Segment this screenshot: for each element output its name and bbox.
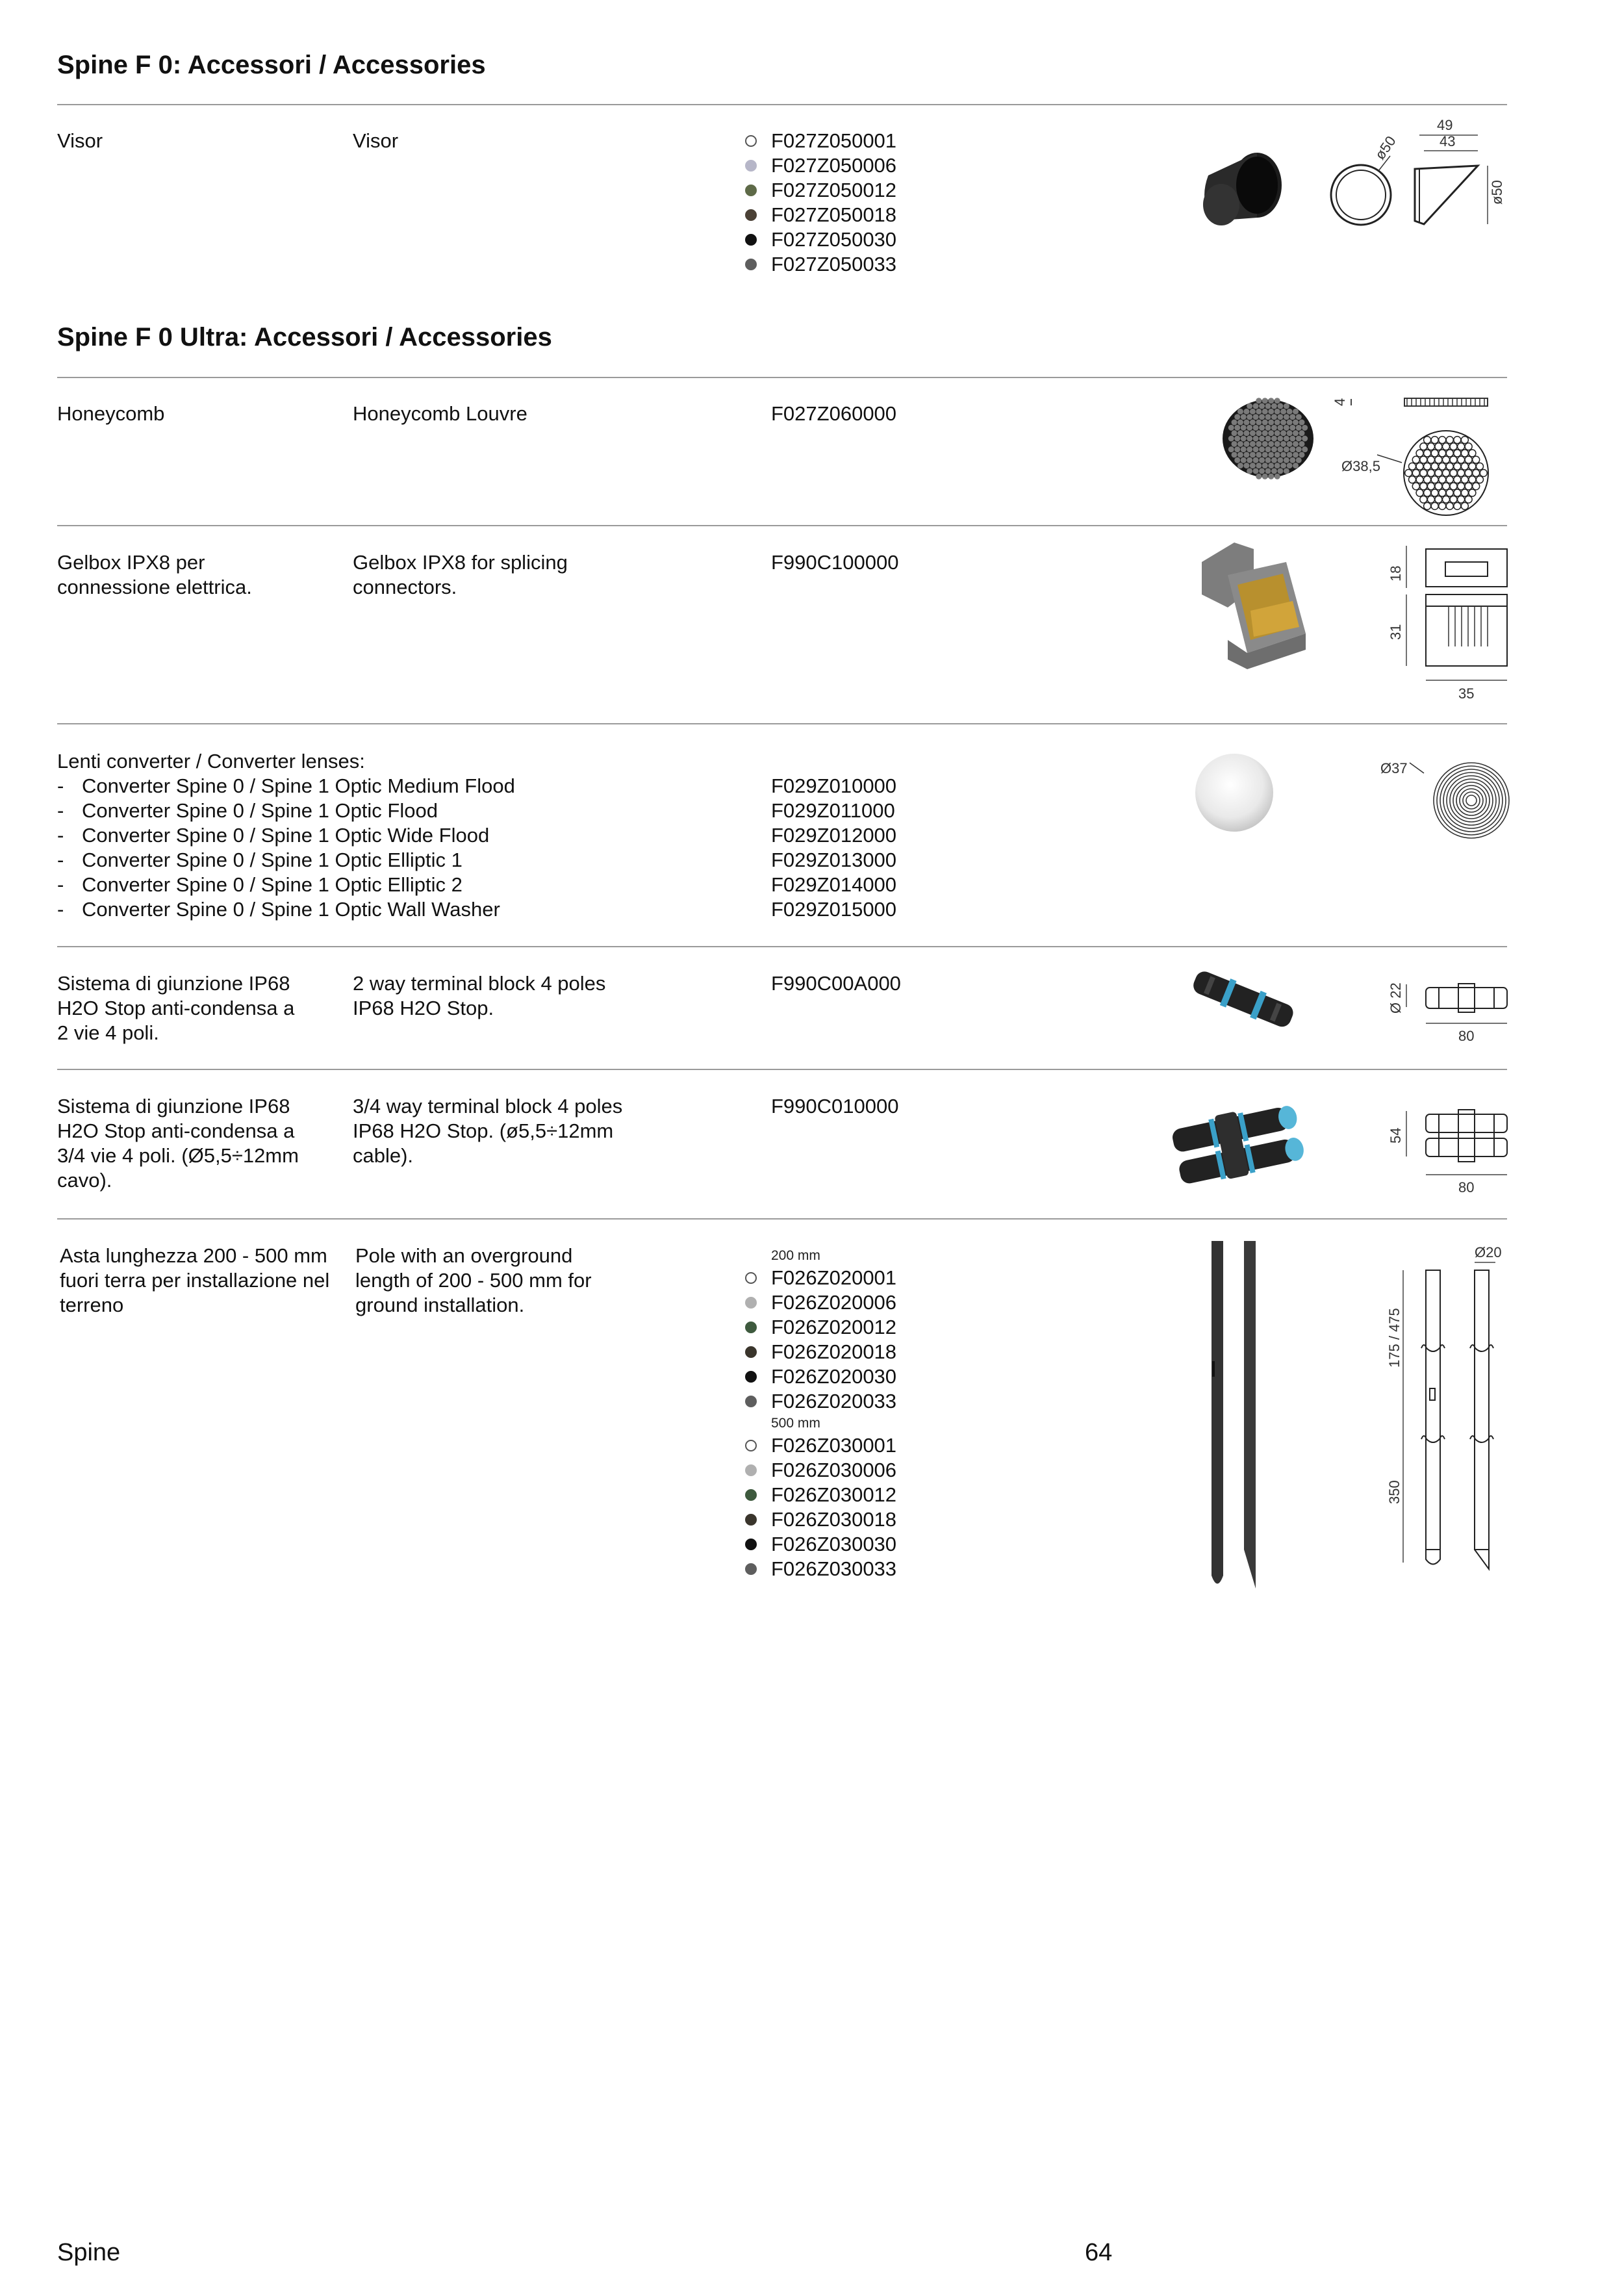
lens-item bbox=[57, 774, 515, 798]
product-code-row bbox=[745, 1290, 896, 1315]
product-code-row bbox=[745, 153, 896, 178]
gelbox-dim-d1: 18 bbox=[1388, 565, 1404, 581]
honeycomb-name-it: Honeycomb bbox=[57, 402, 165, 425]
color-swatch-icon bbox=[745, 1322, 757, 1333]
color-swatch-icon bbox=[745, 160, 757, 172]
honeycomb-code: F027Z060000 bbox=[771, 402, 897, 425]
junction2-dim-d1: Ø 22 bbox=[1388, 982, 1404, 1014]
junction34-product-image bbox=[1169, 1098, 1312, 1195]
gelbox-code: F990C100000 bbox=[771, 551, 899, 574]
bullet-dash: - bbox=[57, 824, 64, 847]
junction34-name-en: 3/4 way terminal block 4 poles IP68 H2O Stop. (ø5,5÷12mm cable). bbox=[353, 1095, 623, 1167]
product-code: F026Z030006 bbox=[771, 1459, 897, 1481]
product-code: F027Z050033 bbox=[771, 253, 897, 275]
section-title-spine-f0-ultra: Spine F 0 Ultra: Accessori / Accessories bbox=[57, 323, 552, 351]
junction2-dim-d2: 80 bbox=[1458, 1028, 1475, 1044]
color-swatch-icon bbox=[745, 1440, 757, 1451]
junction2-name-en: 2 way terminal block 4 poles IP68 H2O Stop. bbox=[353, 972, 606, 1019]
color-swatch-icon bbox=[745, 185, 757, 196]
divider bbox=[57, 1069, 1507, 1070]
honeycomb-product-image bbox=[1221, 396, 1319, 481]
gelbox-product-image bbox=[1189, 536, 1312, 672]
lens-dim-d1: Ø37 bbox=[1380, 760, 1408, 776]
color-swatch-icon bbox=[745, 1371, 757, 1383]
product-code-row bbox=[745, 1532, 896, 1557]
bullet-dash: - bbox=[57, 849, 64, 871]
junction2-product-image bbox=[1186, 962, 1302, 1033]
product-code: F026Z020030 bbox=[771, 1365, 897, 1388]
divider bbox=[57, 104, 1507, 105]
lens-code: F029Z012000 bbox=[771, 824, 897, 847]
bullet-dash: - bbox=[57, 799, 64, 822]
junction34-dim-d1: 54 bbox=[1388, 1127, 1404, 1143]
color-swatch-icon bbox=[745, 135, 757, 147]
lens-label: Converter Spine 0 / Spine 1 Optic Elliptic 1 bbox=[82, 849, 463, 871]
color-swatch-icon bbox=[745, 1297, 757, 1309]
color-swatch-icon bbox=[745, 1464, 757, 1476]
color-swatch-icon bbox=[745, 234, 757, 246]
lens-code: F029Z014000 bbox=[771, 873, 897, 896]
product-code: F027Z050006 bbox=[771, 154, 897, 177]
lens-label: Converter Spine 0 / Spine 1 Optic Elliptic 2 bbox=[82, 873, 463, 896]
gelbox-dim-d3: 35 bbox=[1458, 685, 1475, 702]
product-code: F026Z030001 bbox=[771, 1434, 897, 1457]
honeycomb-name-en: Honeycomb Louvre bbox=[353, 402, 527, 425]
product-code: F026Z030033 bbox=[771, 1557, 897, 1580]
color-swatch-icon bbox=[745, 1396, 757, 1407]
product-code: F026Z020001 bbox=[771, 1266, 897, 1289]
divider bbox=[57, 723, 1507, 724]
product-code: F026Z030012 bbox=[771, 1483, 897, 1506]
pole-group2-label: 500 mm bbox=[771, 1416, 820, 1431]
product-code: F026Z030030 bbox=[771, 1533, 897, 1555]
product-code-row bbox=[745, 252, 896, 277]
bullet-dash: - bbox=[57, 873, 64, 896]
color-swatch-icon bbox=[745, 209, 757, 221]
pole-name-en: Pole with an overground length of 200 - 500 mm for ground installation. bbox=[355, 1244, 592, 1316]
lens-product-image bbox=[1192, 750, 1276, 835]
lens-code: F029Z015000 bbox=[771, 898, 897, 921]
color-swatch-icon bbox=[745, 259, 757, 270]
product-code-row bbox=[745, 1507, 896, 1532]
pole-code-list bbox=[745, 1246, 896, 1581]
product-code-row bbox=[745, 203, 896, 227]
product-code-row bbox=[745, 1458, 896, 1483]
bullet-dash: - bbox=[57, 898, 64, 921]
honeycomb-dim-d1: 4 bbox=[1332, 398, 1348, 406]
product-code-row bbox=[745, 1266, 896, 1290]
visor-technical-drawing bbox=[1325, 117, 1507, 240]
color-swatch-icon bbox=[745, 1346, 757, 1358]
footer-section-name: Spine bbox=[57, 2239, 121, 2266]
divider bbox=[57, 1218, 1507, 1220]
lens-label: Converter Spine 0 / Spine 1 Optic Wall Washer bbox=[82, 898, 500, 921]
color-swatch-icon bbox=[745, 1489, 757, 1501]
junction34-technical-drawing bbox=[1377, 1098, 1520, 1202]
product-code: F027Z050012 bbox=[771, 179, 897, 201]
product-code-row bbox=[745, 129, 896, 153]
gelbox-name-it: Gelbox IPX8 per connessione elettrica. bbox=[57, 551, 252, 598]
product-code: F027Z050001 bbox=[771, 129, 897, 152]
divider bbox=[57, 377, 1507, 378]
lens-code: F029Z011000 bbox=[771, 799, 895, 822]
pole-technical-drawing bbox=[1384, 1244, 1514, 1582]
product-code-row bbox=[745, 1483, 896, 1507]
lens-item bbox=[57, 873, 515, 897]
junction34-name-it: Sistema di giunzione IP68 H2O Stop anti-condensa a 3/4 vie 4 poli. (Ø5,5÷12mm cavo). bbox=[57, 1095, 299, 1192]
visor-dim-d1: 49 bbox=[1437, 117, 1453, 133]
product-code-row bbox=[745, 1340, 896, 1364]
honeycomb-technical-drawing bbox=[1332, 390, 1527, 520]
bullet-dash: - bbox=[57, 774, 64, 797]
visor-dim-d2: 43 bbox=[1440, 133, 1456, 149]
visor-dim-d4: ø50 bbox=[1489, 180, 1505, 205]
junction34-code: F990C010000 bbox=[771, 1095, 899, 1118]
lens-item bbox=[57, 897, 515, 922]
lens-label: Converter Spine 0 / Spine 1 Optic Wide Flood bbox=[82, 824, 490, 847]
pole-name-it: Asta lunghezza 200 - 500 mm fuori terra per installazione nel terreno bbox=[60, 1244, 330, 1316]
product-code: F027Z050018 bbox=[771, 203, 897, 226]
color-swatch-icon bbox=[745, 1563, 757, 1575]
lens-item bbox=[57, 798, 515, 823]
lenses-title: Lenti converter / Converter lenses: bbox=[57, 750, 365, 773]
divider bbox=[57, 525, 1507, 526]
section-title-spine-f0: Spine F 0: Accessori / Accessories bbox=[57, 51, 486, 79]
lens-label: Converter Spine 0 / Spine 1 Optic Flood bbox=[82, 799, 438, 822]
visor-name-en: Visor bbox=[353, 129, 399, 152]
pole-dim-d2: 175 / 475 bbox=[1386, 1308, 1402, 1368]
pole-product-image bbox=[1202, 1238, 1267, 1595]
visor-product-image bbox=[1195, 149, 1286, 240]
junction2-technical-drawing bbox=[1377, 975, 1520, 1053]
pole-dim-d3: 350 bbox=[1386, 1480, 1402, 1504]
gelbox-name-en: Gelbox IPX8 for splicing connectors. bbox=[353, 551, 568, 598]
gelbox-technical-drawing bbox=[1377, 536, 1520, 705]
lens-code: F029Z010000 bbox=[771, 774, 897, 797]
product-code: F026Z020006 bbox=[771, 1291, 897, 1314]
visor-dim-d3: ø50 bbox=[1371, 133, 1399, 163]
product-code-row bbox=[745, 1433, 896, 1458]
lenses-code-list bbox=[745, 774, 896, 922]
lens-item bbox=[57, 823, 515, 848]
product-code-row bbox=[745, 1557, 896, 1581]
product-code: F026Z020033 bbox=[771, 1390, 897, 1412]
product-code-row bbox=[745, 1315, 896, 1340]
pole-dim-d1: Ø20 bbox=[1475, 1244, 1502, 1260]
product-code-row bbox=[745, 227, 896, 252]
product-code: F026Z030018 bbox=[771, 1508, 897, 1531]
page-number: 64 bbox=[1085, 2239, 1113, 2266]
lens-technical-drawing bbox=[1377, 754, 1520, 845]
color-swatch-icon bbox=[745, 1272, 757, 1284]
product-code-row bbox=[745, 1389, 896, 1414]
lens-item bbox=[57, 848, 515, 873]
product-code: F026Z020018 bbox=[771, 1340, 897, 1363]
product-code: F026Z020012 bbox=[771, 1316, 897, 1338]
lenses-list bbox=[57, 774, 515, 922]
gelbox-dim-d2: 31 bbox=[1388, 624, 1404, 640]
product-code-row bbox=[745, 1364, 896, 1389]
visor-name-it: Visor bbox=[57, 129, 103, 152]
product-code: F027Z050030 bbox=[771, 228, 897, 251]
junction2-name-it: Sistema di giunzione IP68 H2O Stop anti-condensa a 2 vie 4 poli. bbox=[57, 972, 295, 1044]
honeycomb-dim-d2: Ø38,5 bbox=[1341, 458, 1380, 474]
junction2-code: F990C00A000 bbox=[771, 972, 901, 995]
junction34-dim-d2: 80 bbox=[1458, 1179, 1475, 1195]
divider bbox=[57, 946, 1507, 947]
lens-code: F029Z013000 bbox=[771, 849, 897, 871]
color-swatch-icon bbox=[745, 1539, 757, 1550]
product-code-row bbox=[745, 178, 896, 203]
color-swatch-icon bbox=[745, 1514, 757, 1526]
lens-label: Converter Spine 0 / Spine 1 Optic Medium Flood bbox=[82, 774, 515, 797]
pole-group1-label: 200 mm bbox=[771, 1248, 820, 1263]
visor-code-list bbox=[745, 129, 896, 277]
